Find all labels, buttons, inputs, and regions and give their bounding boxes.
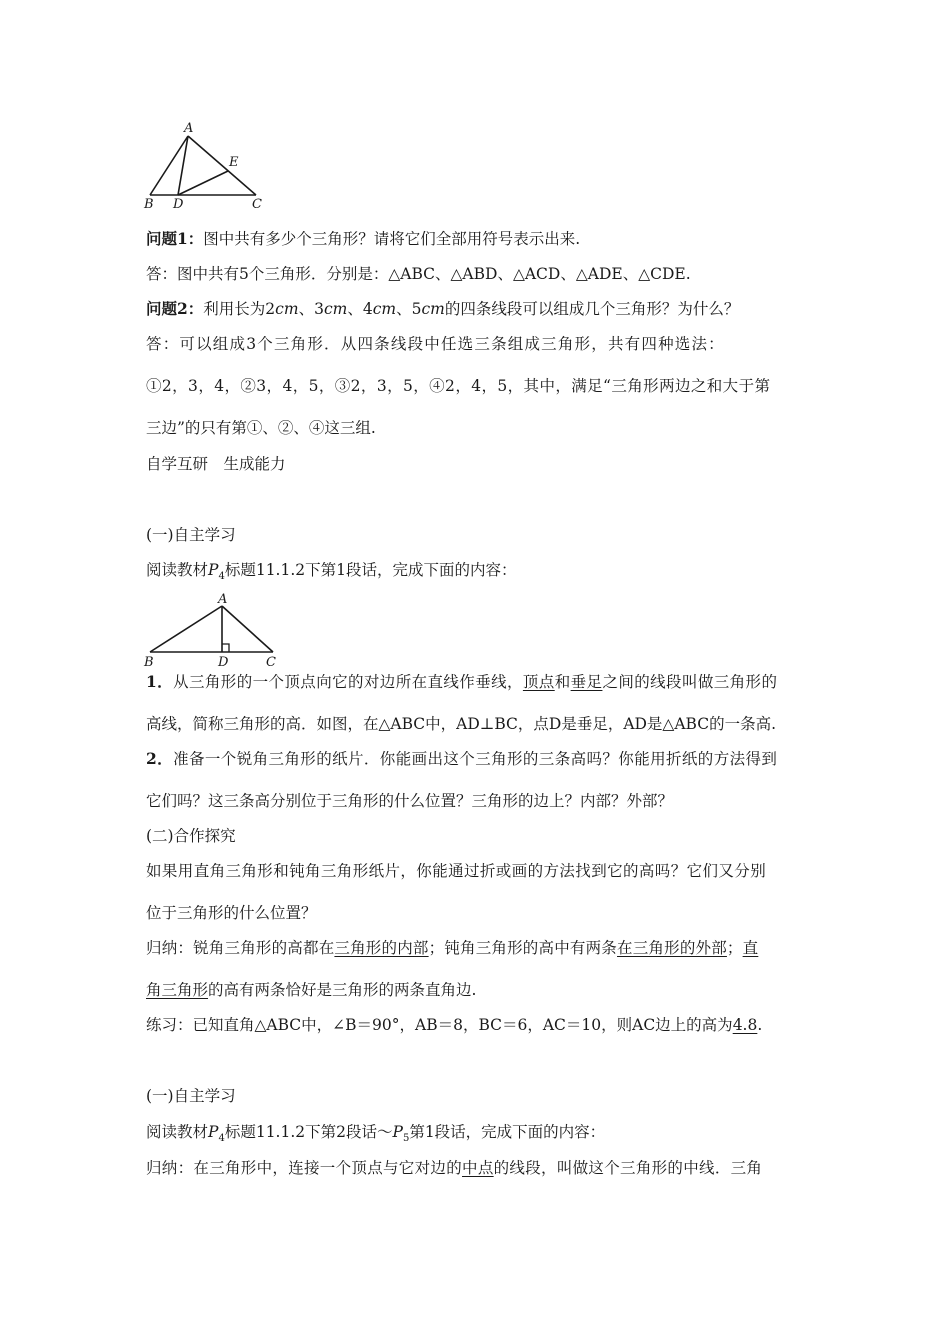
item-2-line-2: 它们吗？这三条高分别位于三角形的什么位置？三角形的边上？内部？外部？ bbox=[146, 792, 674, 810]
page-ref: P bbox=[392, 1123, 403, 1141]
subsection-cooperative: (二)合作探究 bbox=[146, 827, 236, 845]
question-2-text: 的四条线段可以组成几个三角形？为什么？ bbox=[444, 300, 740, 318]
answer-blank: 三角形的内部 bbox=[334, 939, 429, 957]
answer-blank: 顶点 bbox=[522, 673, 555, 691]
exercise-text: 练习：已知直角△ABC中，∠B＝90°，AB＝8，BC＝6，AC＝10，则AC边上的高为 bbox=[146, 1016, 733, 1034]
label-B: B bbox=[144, 197, 154, 210]
page-number: 5 bbox=[402, 1133, 410, 1145]
reading-instruction-2 bbox=[146, 1122, 605, 1149]
page-number: 4 bbox=[218, 571, 225, 583]
label-C: C bbox=[252, 197, 262, 210]
item-text: 从三角形的一个顶点向它的对边所在直线作垂线， bbox=[173, 673, 523, 691]
item-text: 准备一个锐角三角形的纸片．你能画出这个三角形的三条高吗？你能用折纸的方法得到 bbox=[173, 750, 778, 768]
triangle-figure-2 bbox=[136, 590, 286, 670]
triangle-figure-1 bbox=[136, 120, 271, 210]
reading-text: 标题11.1.2下第1段话，完成下面的内容： bbox=[224, 561, 517, 579]
item-2-line-1 bbox=[146, 749, 777, 769]
answer-blank: 角三角形 bbox=[146, 981, 209, 999]
item-1-line-1 bbox=[146, 672, 777, 692]
answer-blank: 4.8 bbox=[732, 1016, 758, 1034]
subsection-self-study: (一)自主学习 bbox=[146, 526, 236, 544]
reading-text: 标题11.1.2下第2段话～ bbox=[224, 1123, 393, 1141]
answer-blank: 在三角形的外部 bbox=[617, 939, 727, 957]
label-A: A bbox=[184, 121, 194, 136]
summary-median bbox=[146, 1158, 762, 1178]
item-number: 1． bbox=[146, 672, 174, 691]
answer-2-line-2: ①2，3，4，②3，4，5，③2，3，5，④2，4，5，其中，满足“三角形两边之和大于第 bbox=[146, 377, 771, 395]
question-2-text: 、5 bbox=[396, 300, 422, 318]
item-number: 2． bbox=[146, 749, 174, 768]
label-D: D bbox=[218, 655, 229, 670]
summary-text: ；钝角三角形的高中有两条 bbox=[428, 939, 618, 957]
exercise-text: . bbox=[757, 1016, 763, 1034]
item-text: 和 bbox=[554, 673, 571, 691]
reading-text: 第1段话，完成下面的内容： bbox=[409, 1123, 606, 1141]
page-ref: P bbox=[208, 561, 219, 579]
cooperative-line-1: 如果用直角三角形和钝角三角形纸片，你能通过折或画的方法找到它的高吗？它们又分别 bbox=[146, 862, 767, 880]
question-2-text: 利用长为2 bbox=[203, 300, 276, 318]
item-1-line-2: 高线，简称三角形的高．如图，在△ABC中，AD⊥BC，点D是垂足，AD是△ABC的一条高. bbox=[146, 715, 777, 733]
label-B: B bbox=[144, 655, 154, 670]
label-A: A bbox=[218, 592, 228, 607]
summary-text: ； bbox=[726, 939, 743, 957]
unit-cm: cm bbox=[372, 300, 397, 318]
summary-text: 的线段，叫做这个三角形的中线．三角 bbox=[493, 1159, 763, 1177]
unit-cm: cm bbox=[323, 300, 348, 318]
summary-line-2 bbox=[146, 980, 476, 1000]
summary-text: 归纳：在三角形中，连接一个顶点与它对边的 bbox=[146, 1159, 463, 1177]
question-2-text: 、4 bbox=[347, 300, 373, 318]
summary-line-1 bbox=[146, 938, 758, 958]
label-E: E bbox=[229, 155, 239, 170]
answer-blank: 直 bbox=[742, 939, 759, 957]
unit-cm: cm bbox=[275, 300, 299, 318]
cooperative-line-2: 位于三角形的什么位置？ bbox=[146, 904, 317, 922]
answer-2-line-3: 三边”的只有第①、②、④这三组. bbox=[146, 419, 376, 437]
label-D: D bbox=[173, 197, 184, 210]
question-2-label: 问题2： bbox=[146, 299, 204, 318]
summary-text: 归纳：锐角三角形的高都在 bbox=[146, 939, 335, 957]
answer-blank: 垂足 bbox=[570, 673, 603, 691]
page-ref: P bbox=[208, 1123, 219, 1141]
page-number: 4 bbox=[218, 1133, 225, 1145]
question-1 bbox=[146, 229, 580, 249]
reading-text: 阅读教材 bbox=[146, 561, 209, 579]
item-text: 之间的线段叫做三角形的 bbox=[602, 673, 778, 691]
question-2 bbox=[146, 299, 739, 319]
reading-text: 阅读教材 bbox=[146, 1123, 209, 1141]
question-1-label: 问题1： bbox=[146, 229, 204, 248]
unit-cm: cm bbox=[421, 300, 445, 318]
answer-blank: 中点 bbox=[462, 1159, 494, 1177]
answer-2-line-1: 答：可以组成3个三角形．从四条线段中任选三条组成三角形，共有四种选法： bbox=[146, 335, 725, 353]
exercise bbox=[146, 1015, 762, 1035]
summary-text: 的高有两条恰好是三角形的两条直角边. bbox=[208, 981, 477, 999]
reading-instruction bbox=[146, 560, 517, 587]
answer-1: 答：图中共有5个三角形．分别是：△ABC、△ABD、△ACD、△ADE、△CDE. bbox=[146, 265, 691, 283]
section-title: 自学互研 生成能力 bbox=[146, 455, 286, 473]
subsection-self-study-2: (一)自主学习 bbox=[146, 1087, 236, 1105]
question-2-text: 、3 bbox=[298, 300, 324, 318]
question-1-text: 图中共有多少个三角形？请将它们全部用符号表示出来. bbox=[203, 230, 581, 248]
label-C: C bbox=[266, 655, 276, 670]
